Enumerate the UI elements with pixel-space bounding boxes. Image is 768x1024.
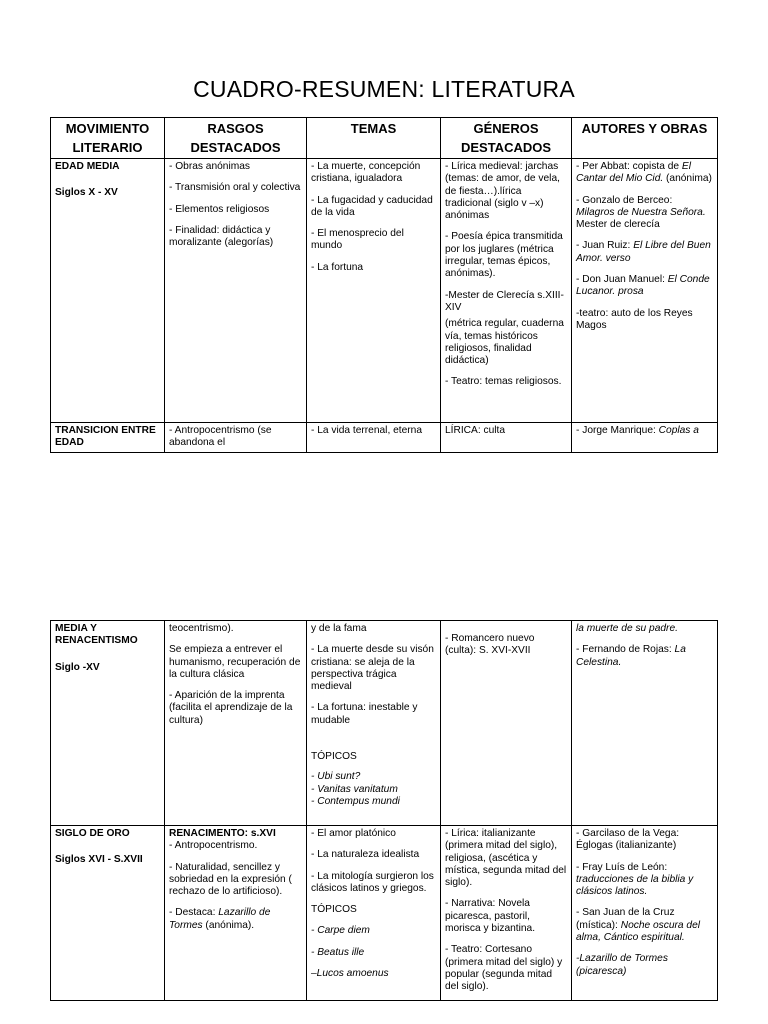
list-item: - La fortuna: inestable y mudable [311,702,418,726]
header-autores: AUTORES Y OBRAS [572,118,718,159]
list-item: - Garcilaso de la Vega: Églogas (italianizante) [576,828,680,852]
list-item: -Mester de Clerecía s.XIII-XIV [445,289,564,313]
cell-autores [572,826,718,1001]
list-item: - Teatro: Cortesano (primera mitad del siglo) y popular (segunda mitad del siglo). [445,944,563,993]
list-item: - Vanitas vanitatum [311,783,398,795]
topicos-label: TÓPICOS [311,904,357,916]
list-item: - Elementos religiosos [169,203,270,215]
list-item: - Narrativa: Novela picaresca, pastoril, morisca y bizantina. [445,898,536,935]
cell-autores [572,621,718,826]
table-row-transicion [51,423,718,453]
list-item: - Fernando de Rojas: La Celestina. [576,644,686,668]
header-generos: GÉNEROS DESTACADOS [441,118,572,159]
cell-generos [441,826,572,1001]
list-item: - Per Abbat: copista de El Cantar del Mio Cid. (anónima) [576,161,712,185]
list-item: - La fortuna [311,261,364,273]
list-item: - Fray Luís de León: traducciones de la biblia y clásicos latinos. [576,861,694,898]
cell-generos [441,159,572,423]
list-item: - La muerte, concepción cristiana, igualadora [311,161,421,185]
list-item: -teatro: auto de los Reyes Magos [576,307,693,331]
header-row [51,118,718,159]
cell-autores [572,159,718,423]
list-item: –Lucos amoenus [311,968,389,980]
cell-temas [307,159,441,423]
cell-rasgos [165,826,307,1001]
cell-movimiento: TRANSICION ENTRE EDAD [51,423,165,453]
list-item: - Poesía épica transmitida por los juglares (métrica irregular, temas épicos, anónimas). [445,231,563,280]
cell-autores: - Jorge Manrique: Coplas a [572,423,718,453]
summary-table-top [50,117,718,453]
list-item: (métrica regular, cuaderna vía, temas históricos religiosos, finalidad didáctica) [445,318,564,367]
cell-generos: LÍRICA: culta [441,423,572,453]
list-item: - Finalidad: didáctica y moralizante (alegorías) [169,224,274,249]
table-row-siglo-de-oro [51,826,718,1001]
list-item: - Obras anónimas [169,161,250,172]
movement-name: EDAD MEDIA [55,161,120,172]
cell-movimiento [51,621,165,826]
list-item: - Naturalidad, sencillez y sobriedad en la expresión ( rechazo de lo artificioso). [169,861,292,898]
cell-movimiento [51,826,165,1001]
list-item: - Destaca: Lazarillo de Tormes (anónima). [169,907,271,931]
list-item: - Romancero nuevo (culta): S. XVI-XVII [445,633,535,657]
cell-rasgos: - Antropocentrismo (se abandona el [165,423,307,453]
cell-rasgos [165,159,307,423]
cell-temas [307,621,441,826]
movement-name: MEDIA Y RENACENTISMO [55,623,138,647]
list-item: - El menosprecio del mundo [311,228,404,252]
list-item: - Aparición de la imprenta (facilita el aprendizaje de la cultura) [169,690,293,726]
header-temas: TEMAS [307,118,441,159]
topicos-label: TÓPICOS [311,751,357,763]
list-item: - Gonzalo de Berceo: Milagros de Nuestra Señora. Mester de clerecía [576,194,706,231]
list-item: teocentrismo). [169,623,234,634]
list-item: - La muerte desde su visón cristiana: se aleja de la perspectiva trágica medieval [311,644,434,693]
movement-centuries: Siglo -XV [55,661,100,673]
list-item: - La fugacidad y caducidad de la vida [311,194,433,218]
page-title: CUADRO-RESUMEN: LITERATURA [193,76,575,102]
summary-table-bottom [50,620,718,1001]
list-item: - Teatro: temas religiosos. [445,376,562,388]
list-item: - Lírica: italianizante (primera mitad del siglo), religiosa, (ascética y mística, segunda mitad del siglo). [445,828,567,889]
rasgos-heading: RENACIMENTO: s.XVI [169,828,276,839]
movement-name: SIGLO DE ORO [55,828,130,839]
list-item: - Contempus mundi [311,795,400,807]
table-row-renacentismo [51,621,718,826]
table-row-edad-media [51,159,718,423]
cell-temas: - La vida terrenal, eterna [307,423,441,453]
list-item: - Ubi sunt? [311,771,361,783]
list-item: - San Juan de la Cruz (mística): Noche oscura del alma, Cántico espiritual. [576,907,701,944]
header-rasgos: RASGOS DESTACADOS [165,118,307,159]
list-item: - Antropocentrismo. [169,840,258,852]
cell-rasgos [165,621,307,826]
movement-centuries: Siglos XVI - S.XVII [55,854,143,866]
list-item: - El amor platónico [311,828,396,839]
list-item: - La naturaleza idealista [311,849,420,861]
header-movimiento: MOVIMIENTO LITERARIO [51,118,165,159]
cell-movimiento [51,159,165,423]
list-item: y de la fama [311,623,367,634]
list-item: - Beatus ille [311,946,365,958]
list-item: Se empieza a entrever el humanismo, recuperación de la cultura clásica [169,644,301,680]
list-item: -Lazarillo de Tormes (picaresca) [576,953,668,977]
movement-centuries: Siglos X - XV [55,187,118,199]
list-item: - Lírica medieval: jarchas (temas: de amor, de vela, de fiesta…).lírica tradicional (siglo v –x) anónimas [445,161,560,222]
list-item: - Transmisión oral y colectiva [169,182,301,194]
list-item: la muerte de su padre. [576,623,678,634]
cell-temas [307,826,441,1001]
cell-generos [441,621,572,826]
list-item: - La mitología surgieron los clásicos latinos y griegos. [311,870,434,894]
list-item: - Carpe diem [311,925,370,937]
list-item: - Don Juan Manuel: El Conde Lucanor. prosa [576,274,710,298]
list-item: - Juan Ruiz: El Libre del Buen Amor. verso [576,240,711,264]
